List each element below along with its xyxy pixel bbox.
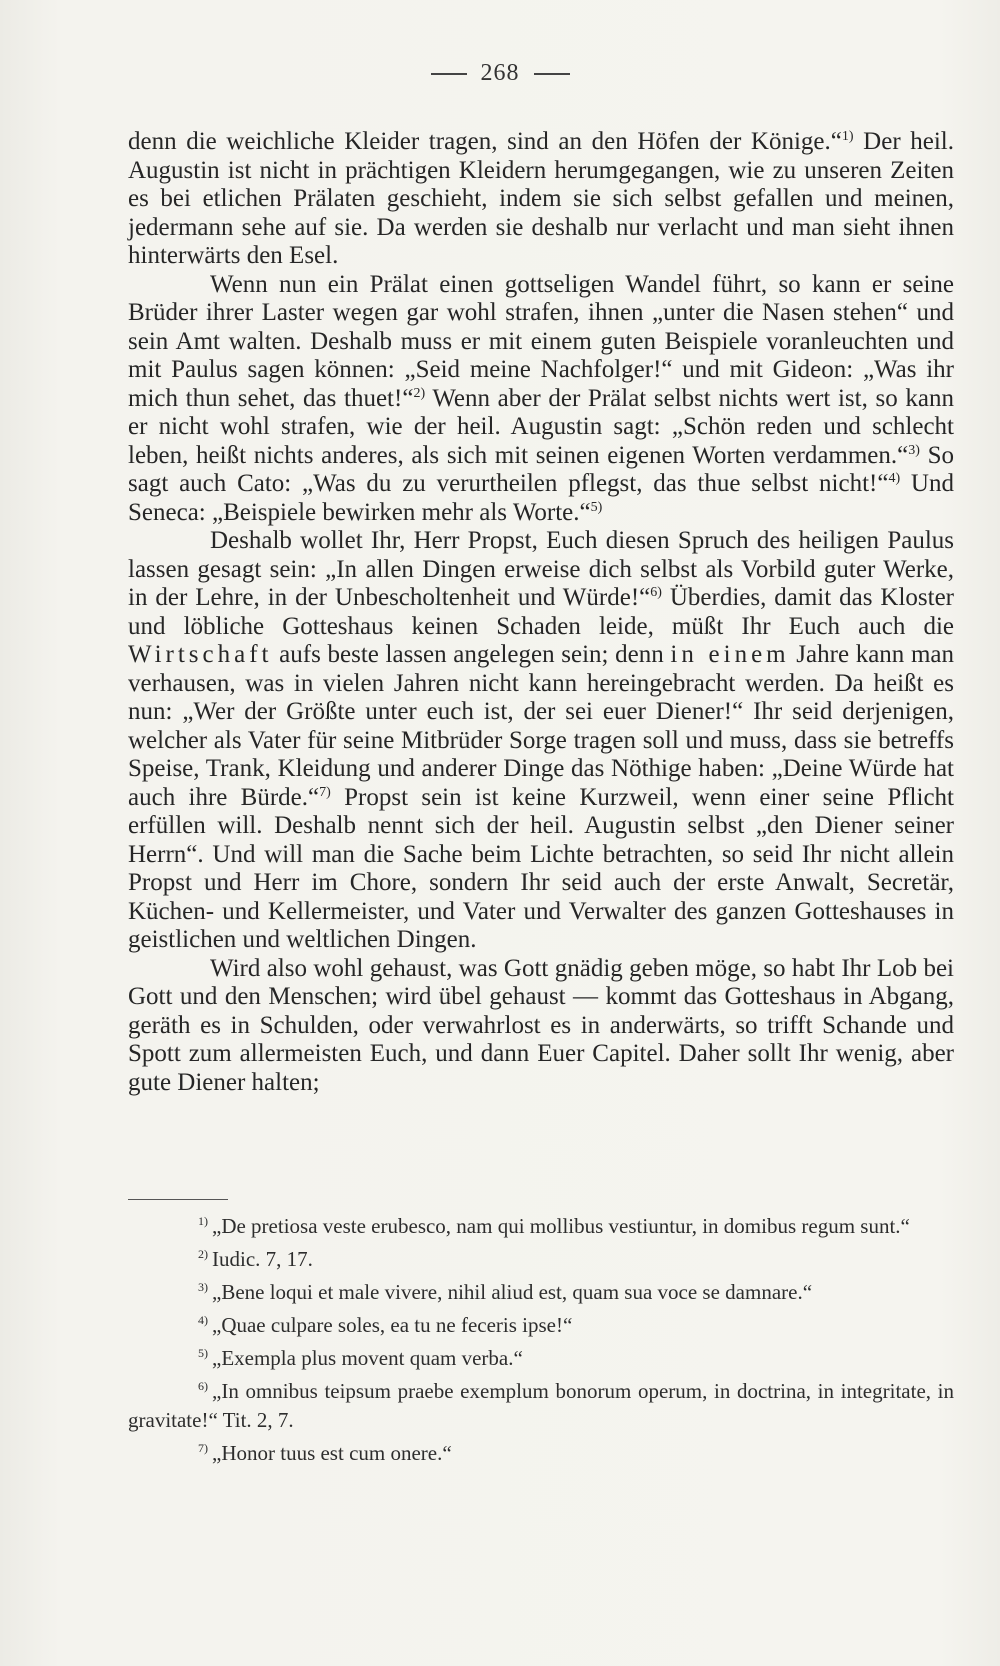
footnote-number: 7) <box>198 1441 208 1455</box>
footnote <box>128 1377 954 1435</box>
footnote-number: 5) <box>198 1346 208 1360</box>
footnote-number: 4) <box>198 1313 208 1327</box>
text-run: Jahre kann man verhausen, was in vielen Jahren nicht kann hereingebracht werden. Da heißt es nun: „Wer der Größte unter euch ist, der sei euer Diener!“ Ihr seid derjenigen, welcher als Vater für seine Mitbrüder Sorge tragen soll und muss, dass sie betreffs Speise, Trank, Kleidung und anderer Dinge das Nöthige haben: „Deine Würde hat auch ihre Bürde.“ <box>128 641 954 811</box>
footnote-number: 1) <box>198 1214 208 1228</box>
text-run: Wenn nun ein Prälat einen gottseligen Wandel führt, so kann er seine Brüder ihrer Laster wegen gar wohl strafen, ihnen „unter die Nasen stehen“ und sein Amt walten. Deshalb muss er mit einem guten Beispiele voranleuchten und mit Paulus sagen können: „Seid meine Nachfolger!“ und mit Gideon: „Was ihr mich thun sehet, das thuet!“ <box>128 270 954 412</box>
footnote <box>128 1311 954 1340</box>
paragraph <box>128 128 954 271</box>
footnote-text: „Quae culpare soles, ea tu ne feceris ipse!“ <box>212 1313 573 1337</box>
footnote-text: „In omnibus teipsum praebe exemplum bonorum operum, in doctrina, in integritate, in gravitate!“ Tit. 2, 7. <box>128 1379 954 1432</box>
text-run: aufs beste lassen angelegen sein; denn <box>272 641 671 668</box>
paragraph <box>128 271 954 528</box>
footnote <box>128 1278 954 1307</box>
footnote-rule <box>128 1199 228 1200</box>
footnote-number: 3) <box>198 1280 208 1294</box>
footnote-ref: 4) <box>888 471 901 486</box>
footnote <box>128 1212 954 1241</box>
text-run: Propst sein ist keine Kurzweil, wenn einer seine Pflicht erfüllen will. Deshalb nennt sich der heil. Augustin selbst „den Diener seiner Herrn“. Und will man die Sache beim Lichte betrachten, so seid Ihr nicht allein Propst und Herr im Chore, sondern Ihr seid auch der erste Anwalt, Secretär, Küchen- und Kellermeister, und Vater und Verwalter des ganzen Gotteshauses in geistlichen und weltlichen Dingen. <box>128 783 954 953</box>
footnote-text: Iudic. 7, 17. <box>212 1247 313 1271</box>
page-number: 268 <box>480 60 520 86</box>
footnote-ref: 6) <box>650 585 662 600</box>
footnote-ref: 2) <box>413 385 426 401</box>
text-run: So sagt auch Cato: „Was du zu verurtheilen pflegst, das thue selbst nicht!“ <box>128 441 954 497</box>
footnotes <box>128 1212 954 1472</box>
footnote-text: „Bene loqui et male vivere, nihil aliud est, quam sua voce se damnare.“ <box>212 1280 813 1304</box>
footnote-ref: 1) <box>841 129 854 144</box>
footnote-text: „Exempla plus movent quam verba.“ <box>212 1346 523 1370</box>
footnote-ref: 3) <box>908 442 920 458</box>
footnote-text: „Honor tuus est cum onere.“ <box>212 1441 452 1465</box>
main-text <box>128 128 954 1097</box>
paragraph <box>128 955 954 1098</box>
text-run: Der heil. Augustin ist nicht in prächtigen Kleidern herumgegangen, wie zu unseren Zeiten es bei etlichen Prälaten geschieht, indem sie sich selbst gefallen und meinen, jedermann sehe auf sie. Da werden sie deshalb nur verlacht und man sieht ihnen hinterwärts den Esel. <box>128 128 954 269</box>
header-dash-right <box>534 73 570 75</box>
header-dash-left <box>431 73 467 75</box>
footnote-ref: 7) <box>319 784 331 800</box>
footnote-number: 2) <box>198 1247 208 1261</box>
page-header <box>0 60 1000 87</box>
text-run: Wird also wohl gehaust, was Gott gnädig geben möge, so habt Ihr Lob bei Gott und den Menschen; wird übel gehaust — kommt das Gotteshaus in Abgang, geräth es in Schulden, oder verwahrlost es in anderwärts, so trifft Schande und Spott zum allermeisten Euch, und dann Euer Capitel. Daher sollt Ihr wenig, aber gute Diener halten; <box>128 954 954 1096</box>
footnote-number: 6) <box>198 1379 208 1393</box>
footnote <box>128 1439 954 1468</box>
paragraph <box>128 527 954 955</box>
text-run: Deshalb wollet Ihr, Herr Propst, Euch diesen Spruch des heiligen Paulus lassen gesagt sein: „In allen Dingen erweise dich selbst als Vorbild guter Werke, in der Lehre, in der Unbescholtenheit und Würde!“ <box>128 527 954 611</box>
footnote-ref: 5) <box>590 499 603 515</box>
footnote-text: „De pretiosa veste erubesco, nam qui mollibus vestiuntur, in domibus regum sunt.“ <box>212 1214 910 1238</box>
text-run: Und Seneca: „Beispiele bewirken mehr als Worte.“ <box>128 470 954 526</box>
emphasized-text: in einem <box>670 641 790 668</box>
emphasized-text: Wirtschaft <box>128 641 273 668</box>
text-run: Überdies, damit das Kloster und löbliche Gotteshaus keinen Schaden leide, müßt Ihr Euch auch die <box>128 584 954 640</box>
footnote <box>128 1344 954 1373</box>
text-run: denn die weichliche Kleider tragen, sind an den Höfen der Könige.“ <box>128 128 842 155</box>
text-run: Wenn aber der Prälat selbst nichts wert ist, so kann er nicht wohl strafen, wie der heil. Augustin sagt: „Schön reden und schlecht leben, heißt nichts anderes, als sich mit seinen eigenen Worten verdammen.“ <box>128 384 954 469</box>
footnote <box>128 1245 954 1274</box>
